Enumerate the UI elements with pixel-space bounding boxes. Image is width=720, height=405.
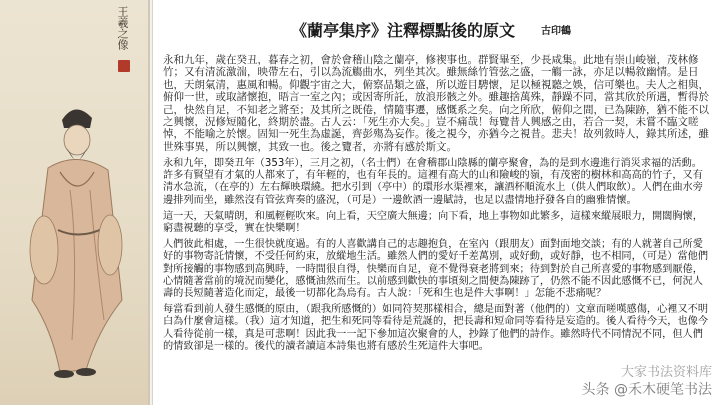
- document-author: 古印鶴: [541, 26, 571, 37]
- classical-text: 永和九年，歲在癸丑，暮春之初，會於會稽山陰之蘭亭，修禊事也。群賢畢至，少長咸集。此地有崇山峻嶺，茂林修竹；又有清流激湍，映帶左右，引以為流觴曲水，列坐其次。雖無絲竹管弦之盛，一觴一詠，亦足以暢敘幽情。是日也，天朗氣清，惠風和暢。仰觀宇宙之大，俯察品類之盛，所以遊目騁懷，足以極視聽之娛，信可樂也。夫人之相與，俯仰一世，或取諸懷抱，晤言一室之內；或因寄所託，放浪形骸之外。雖趣捨萬殊，靜躁不同，當其欣於所遇，暫得於己，快然自足，不知老之將至；及其所之既倦，情隨事遷，感慨系之矣。向之所欣，俯仰之間，已為陳跡，猶不能不以之興懷，況修短隨化，終期於盡。古人云：「死生亦大矣。」豈不痛哉！每覽昔人興感之由，若合一契，未嘗不臨文嗟悼，不能喻之於懷。固知一死生為虛誕，齊彭殤為妄作。後之視今，亦猶今之視昔。悲夫！故列敘時人，錄其所述，雖世殊事異，所以興懷，其致一也。後之覽者，亦將有感於斯文。: [163, 54, 709, 153]
- watermark: [581, 360, 720, 405]
- translation-text: [163, 158, 711, 357]
- document-title: 《蘭亭集序》注釋標點後的原文: [291, 21, 516, 40]
- portrait-painting: [0, 0, 150, 405]
- title-row: [153, 18, 720, 42]
- portrait-inscription: 王羲之像: [116, 6, 129, 50]
- translation-paragraph: 人們彼此相處，一生很快就度過。有的人喜歡講自己的志趣抱負，在室內（跟朋友）面對面地交談；有的人就著自己所愛好的事物寄託情懷，不受任何約束，放縱地生活。雖然人們的愛好千差萬別，或好動，或好靜，也不相同，（可是）當他們對所接觸的事物感到高興時，一時間很自得，快樂而自足，竟不覺得衰老將到來；待到對於自己所喜愛的事物感到厭倦，心情隨著當前的境況而變化，感慨油然而生。以前感到歡快的事頃刻之間便為陳跡了，仍然不能不因此感慨不已，何況人壽的長短隨著造化而定，最後一切都化為烏有。古人說：「死和生也是件大事啊！」怎能不悲痛呢？: [163, 239, 709, 300]
- panel-divider: [148, 0, 150, 405]
- watermark-line: 头条 @禾木硬笔书法: [581, 382, 712, 398]
- translation-paragraph: 永和九年，即癸丑年（353年），三月之初，（名士們）在會稽郡山陰縣的蘭亭聚會，為的是到水邊進行消災求福的活動。許多有賢望有才氣的人都來了，有年輕的，也有年長的。這裡有高大的山和險峻的嶺，有茂密的樹林和高高的竹子，又有清水急流，（在亭的）左右輝映環繞。把水引到（亭中）的環形水渠裡來，讓酒杯順流水上（供人們取飲）。人們在曲水旁邊排列而坐，雖然沒有管弦齊奏的盛況，（可是）一邊飲酒一邊賦詩，也足以盡情地抒發各自的幽雅情懷。: [163, 158, 703, 206]
- translation-paragraph: 這一天，天氣晴朗，和風輕輕吹來。向上看，天空廣大無邊；向下看，地上事物如此繁多，這樣來縱展眼力，開闊胸懷，窮盡視聽的享受，實在快樂啊！: [163, 210, 703, 235]
- red-seal-stamp: [118, 60, 130, 72]
- watermark-line: 大家书法资料库: [620, 365, 712, 380]
- translation-paragraph: 每當看到前人發生感慨的原由，（跟我所感慨的）如同符契那樣相合，總是面對著（他們的）文章而嗟嘆感傷，心裡又不明白為什麼會這樣。（我）這才知道，把生和死同等看待是荒誕的，把長壽和短命同等看待是妄造的。後人看待今天，也像今人看待從前一樣，真是可悲啊！因此我一一記下參加這次聚會的人，抄錄了他們的詩作。雖然時代不同情況不同，但人們的情致卻是一樣的。後代的讀者讀這本詩集也將有感於生死這件大事吧。: [163, 304, 709, 352]
- document-panel: [152, 0, 720, 405]
